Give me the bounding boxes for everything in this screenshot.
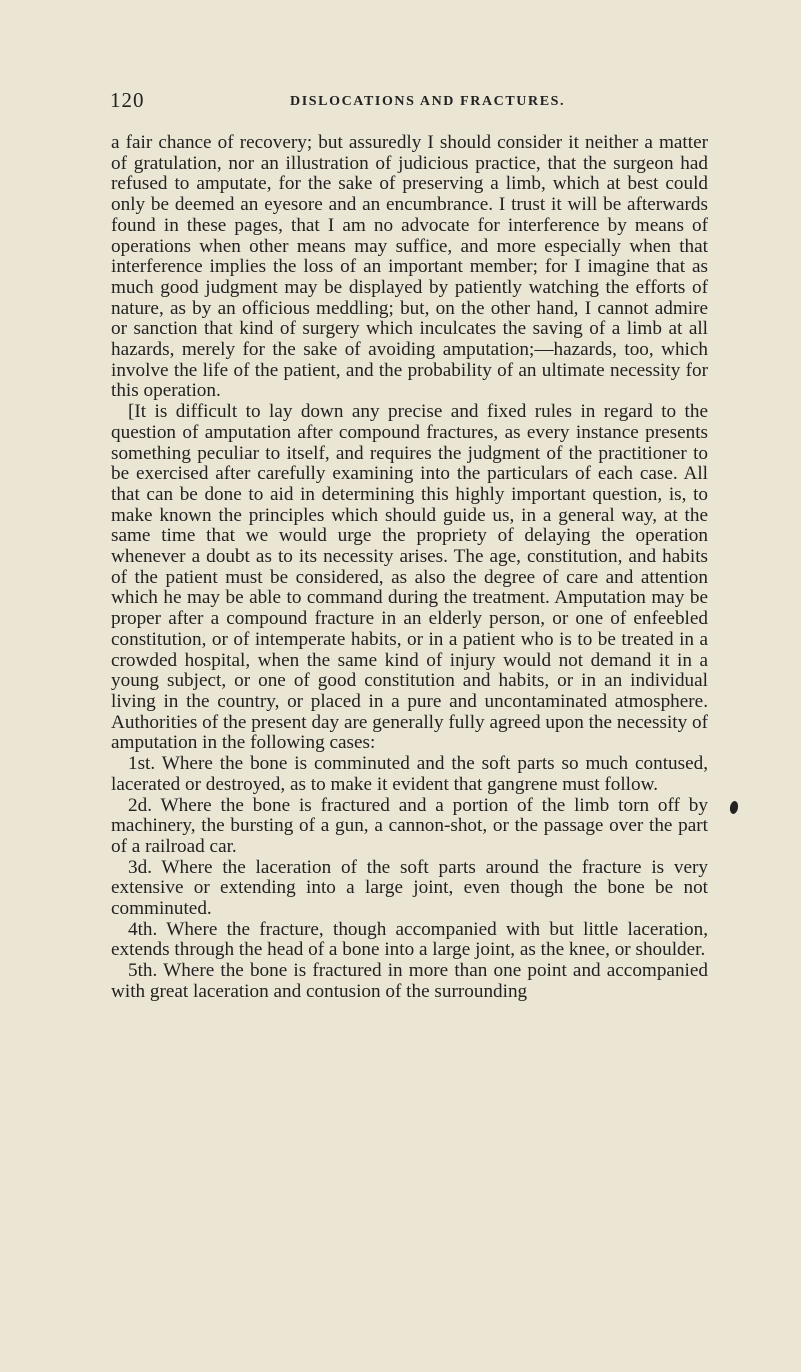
case-item-2d: 2d. Where the bone is fractured and a portion of the limb torn off by machinery, the bursting of a gun, a cannon-shot, or the passage over the part of a railroad car.: [111, 794, 708, 857]
page-number: 120: [110, 88, 145, 112]
case-item-1st: 1st. Where the bone is comminuted and the soft parts so much contused, lacerated or destroyed, as to make it evident that gangrene must follow.: [111, 753, 708, 795]
body-text: [111, 133, 708, 1003]
paragraph-amputation-rules: [It is difficult to lay down any precise and fixed rules in regard to the question of amputation after compound fractures, as every instance presents something peculiar to itself, and requires the judgment of the practitioner to be exercised after carefully examining into the particulars of each case. All that can be done to aid in determining this highly important question, is, to make known the principles which should guide us, in a general way, at the same time that we would urge the propriety of delaying the operation whenever a doubt as to its necessity arises. The age, constitution, and habits of the patient must be considered, as also the degree of care and attention which he may be able to command during the treatment. Amputation may be proper after a compound fracture in an elderly person, or one of enfeebled constitution, or of intemperate habits, or in a patient who is to be treated in a crowded hospital, when the same kind of injury would not demand it in a young subject, or one of good constitution and habits, or in an individual living in the country, or placed in a pure and uncontaminated atmosphere. Authorities of the present day are generally fully agreed upon the necessity of amputation in the following cases:: [111, 401, 708, 754]
case-item-5th: 5th. Where the bone is fractured in more than one point and accompanied with great laceration and contusion of the surrounding: [111, 960, 708, 1002]
running-head: [110, 84, 670, 116]
case-item-4th: 4th. Where the fracture, though accompanied with but little laceration, extends through the head of a bone into a large joint, as the knee, or shoulder.: [111, 918, 708, 961]
case-item-3d: 3d. Where the laceration of the soft parts around the fracture is very extensive or extending into a large joint, even though the bone be not comminuted.: [111, 856, 708, 920]
ink-spot: [729, 800, 739, 814]
running-title: DISLOCATIONS AND FRACTURES.: [290, 94, 566, 109]
paragraph-continuation: a fair chance of recovery; but assuredly I should consider it neither a matter of gratulation, nor an illustration of judicious practice, that the surgeon had refused to amputate, for the sake of preserving a limb, which at best could only be deemed an eyesore and an encumbrance. I trust it will be afterwards found in these pages, that I am no advocate for interference by means of operations when other means may suffice, and more especially when that interference implies the loss of an important member; for I imagine that as much good judgment may be displayed by patiently watching the efforts of nature, as by an officious meddling; but, on the other hand, I cannot admire or sanction that kind of surgery which inculcates the saving of a limb at all hazards, merely for the sake of avoiding amputation;—hazards, too, which involve the life of the patient, and the probability of an ultimate necessity for this operation.: [111, 132, 708, 402]
